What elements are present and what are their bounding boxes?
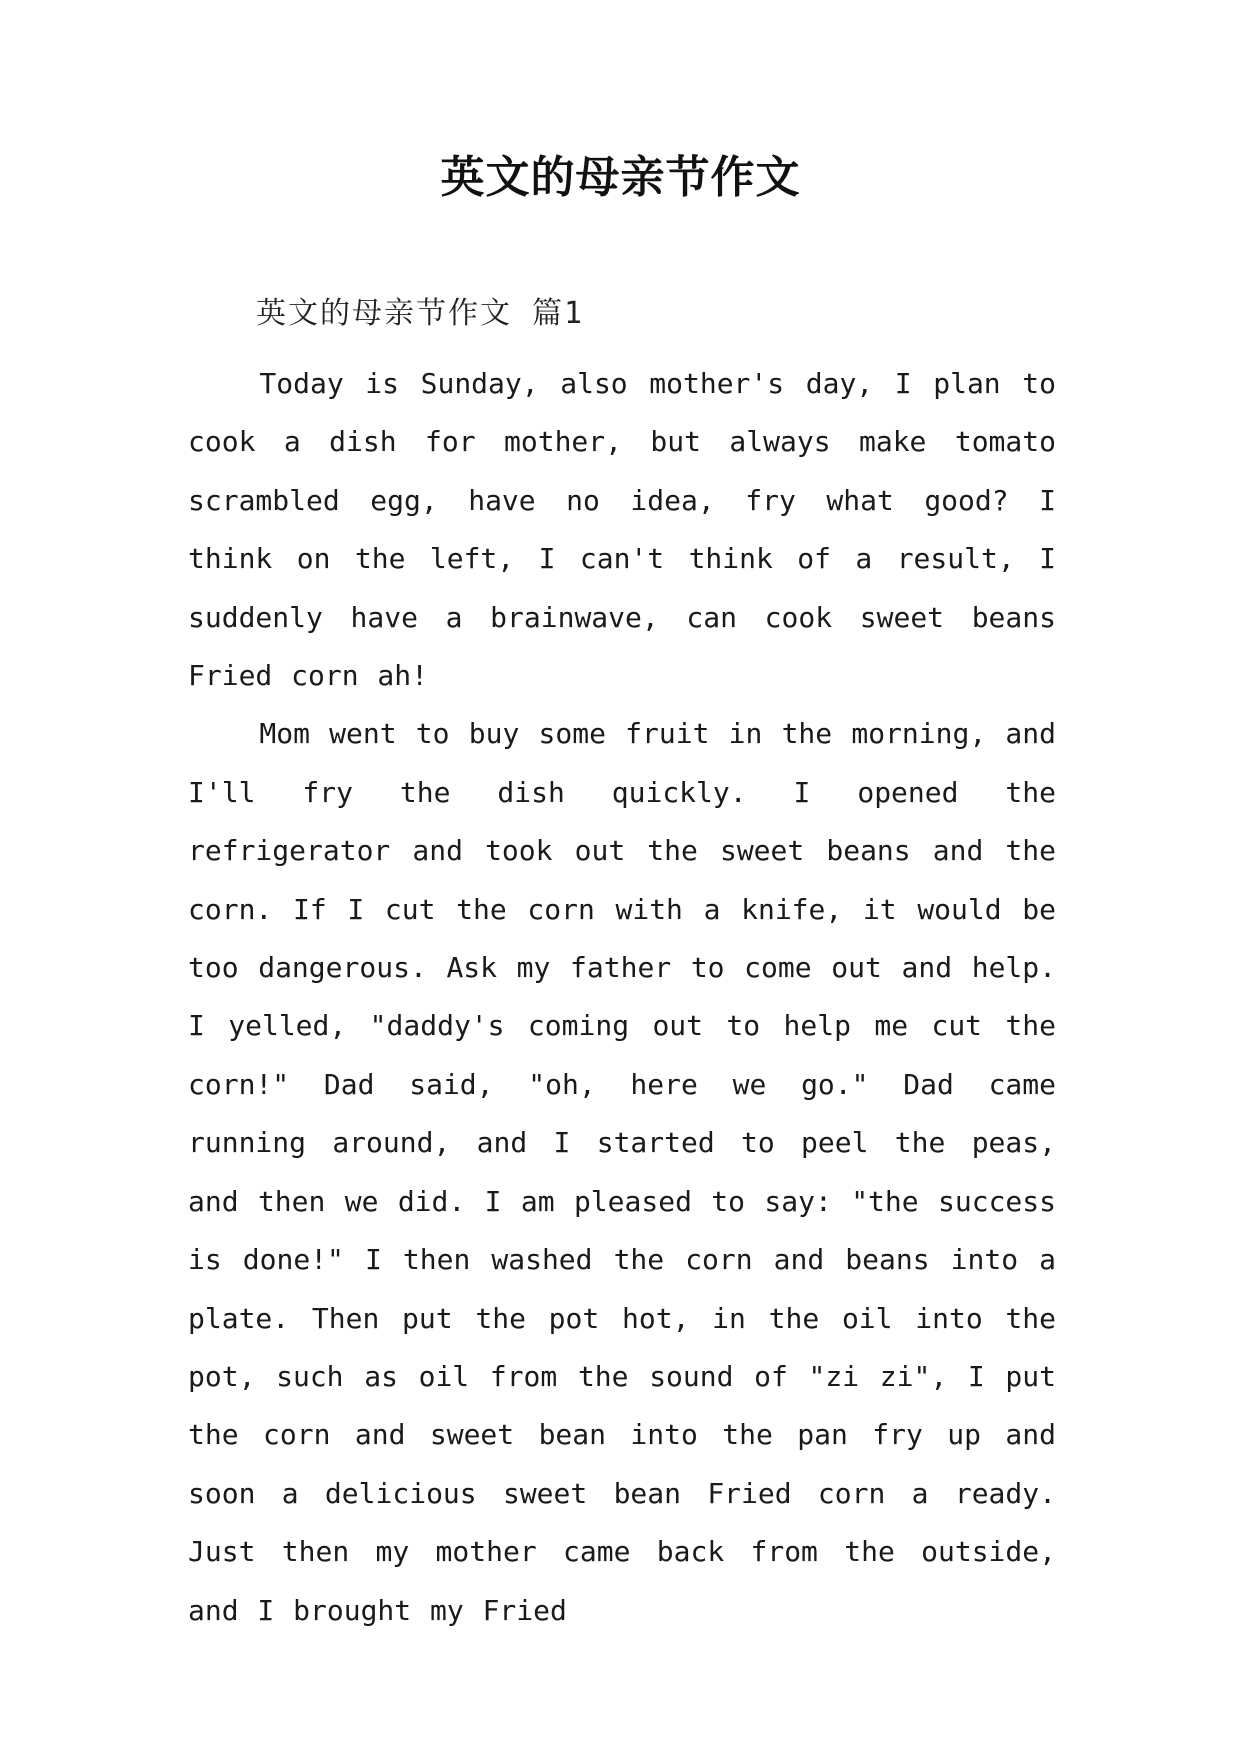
section-heading: 英文的母亲节作文 篇1 <box>256 296 585 331</box>
article-body <box>188 355 1056 1640</box>
paragraph: Today is Sunday, also mother's day, I plan to cook a dish for mother, but always make tomato scrambled egg, have no idea, fry what good? I think on the left, I can't think of a result, I suddenly have a brainwave, can cook sweet beans Fried corn ah! <box>188 367 1056 693</box>
page-title: 英文的母亲节作文 <box>440 152 801 203</box>
paragraph: Mom went to buy some fruit in the morning, and I'll fry the dish quickly. I opened the refrigerator and took out the sweet beans and the corn. If I cut the corn with a knife, it would be too dangerous. Ask my father to come out and help. I yelled, "daddy's coming out to help me cut the corn!" Dad said, "oh, here we go." Dad came running around, and I started to peel the peas, and then we did. I am pleased to say: "the success is done!" I then washed the corn and beans into a plate. Then put the pot hot, in the oil into the pot, such as oil from the sound of "zi zi", I put the corn and sweet bean into the pan fry up and soon a delicious sweet bean Fried corn a ready. Just then my mother came back from the outside, and I brought my Fried <box>188 717 1056 1627</box>
